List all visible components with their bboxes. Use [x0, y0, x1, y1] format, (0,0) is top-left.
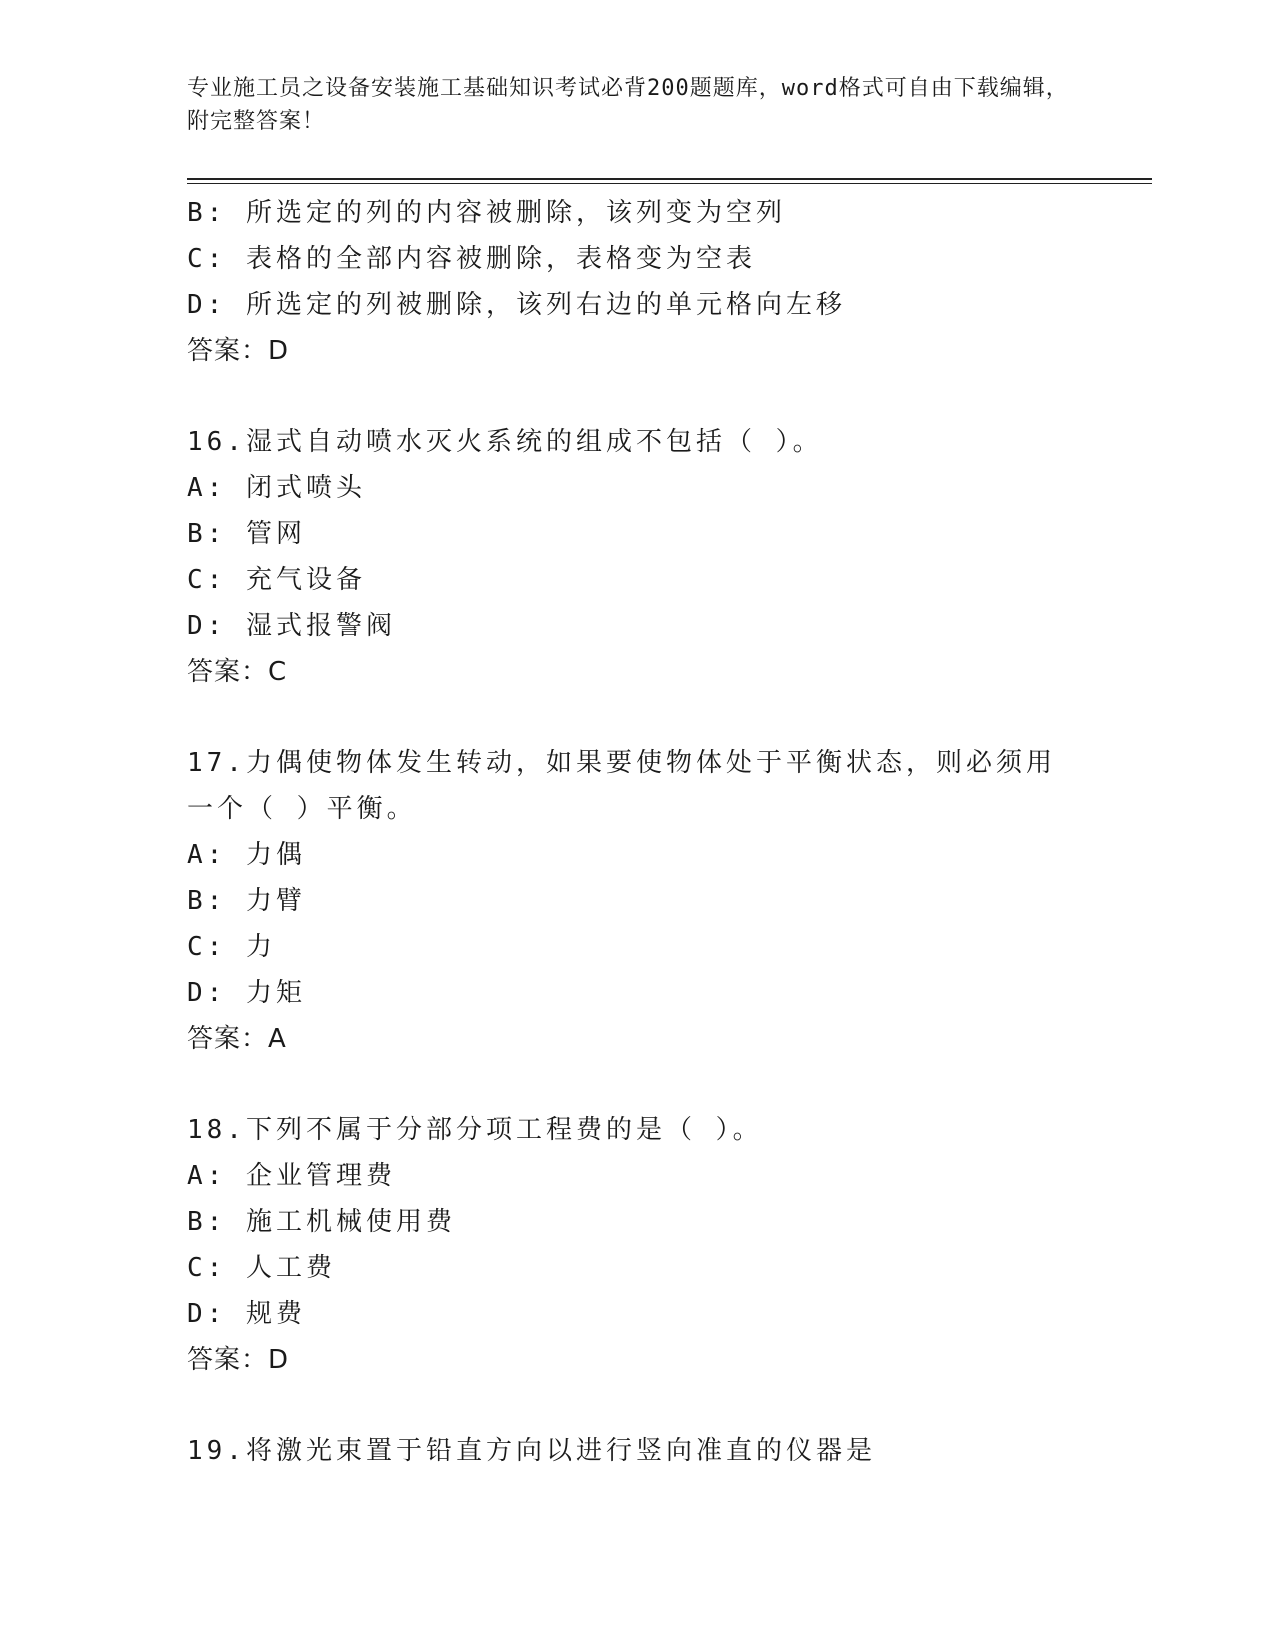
- option-text: 规费: [245, 1299, 306, 1329]
- option-d: [187, 603, 1087, 649]
- option-c: [187, 236, 1087, 282]
- option-key: A:: [187, 473, 227, 503]
- answer-line: 答案：C: [187, 657, 288, 687]
- question-content: [187, 190, 1087, 1474]
- header-divider-thin: [187, 183, 1152, 184]
- option-text: 充气设备: [245, 565, 366, 595]
- option-text: 人工费: [245, 1253, 336, 1283]
- option-key: A:: [187, 1161, 227, 1191]
- option-d: [187, 282, 1087, 328]
- answer-line: 答案：D: [187, 1345, 290, 1375]
- answer-line: 答案：D: [187, 336, 290, 366]
- option-key: B:: [187, 198, 227, 228]
- option-key: B:: [187, 519, 227, 549]
- option-key: C:: [187, 1253, 227, 1283]
- option-text: 力偶: [245, 840, 306, 870]
- question-17: [187, 740, 1087, 1062]
- option-key: D:: [187, 290, 227, 320]
- option-text: 湿式报警阀: [245, 611, 396, 641]
- option-key: D:: [187, 978, 227, 1008]
- question-19: [187, 1428, 1087, 1474]
- question-18: [187, 1107, 1087, 1383]
- header-divider-thick: [187, 178, 1152, 180]
- option-text: 表格的全部内容被删除，表格变为空表: [245, 244, 756, 274]
- option-key: B:: [187, 886, 227, 916]
- option-key: C:: [187, 244, 227, 274]
- option-text: 力: [245, 932, 276, 962]
- option-b: [187, 511, 1087, 557]
- option-b: [187, 190, 1087, 236]
- option-c: [187, 924, 1087, 970]
- option-text: 所选定的列被删除，该列右边的单元格向左移: [245, 290, 846, 320]
- option-key: D:: [187, 1299, 227, 1329]
- option-text: 力臂: [245, 886, 306, 916]
- option-text: 企业管理费: [245, 1161, 396, 1191]
- option-b: [187, 878, 1087, 924]
- option-key: C:: [187, 565, 227, 595]
- option-key: A:: [187, 840, 227, 870]
- option-key: B:: [187, 1207, 227, 1237]
- option-text: 所选定的列的内容被删除，该列变为空列: [245, 198, 786, 228]
- question-16: [187, 419, 1087, 695]
- document-header: [187, 72, 1087, 138]
- question-stem: 17.力偶使物体发生转动，如果要使物体处于平衡状态，则必须用一个（ ）平衡。: [187, 748, 1056, 824]
- option-key: C:: [187, 932, 227, 962]
- option-c: [187, 557, 1087, 603]
- option-a: [187, 832, 1087, 878]
- option-a: [187, 465, 1087, 511]
- continued-question: [187, 190, 1087, 374]
- option-d: [187, 1291, 1087, 1337]
- question-stem: 19.将激光束置于铅直方向以进行竖向准直的仪器是: [187, 1436, 876, 1466]
- option-text: 力矩: [245, 978, 306, 1008]
- option-text: 闭式喷头: [245, 473, 366, 503]
- option-a: [187, 1153, 1087, 1199]
- option-key: D:: [187, 611, 227, 641]
- question-stem: 16.湿式自动喷水灭火系统的组成不包括（ ）。: [187, 427, 823, 457]
- option-text: 施工机械使用费: [245, 1207, 456, 1237]
- option-d: [187, 970, 1087, 1016]
- answer-line: 答案：A: [187, 1024, 287, 1054]
- option-c: [187, 1245, 1087, 1291]
- question-stem: 18.下列不属于分部分项工程费的是（ ）。: [187, 1115, 763, 1145]
- document-title: 专业施工员之设备安装施工基础知识考试必背200题题库，word格式可自由下载编辑，附完整答案！: [187, 76, 1069, 134]
- option-b: [187, 1199, 1087, 1245]
- option-text: 管网: [245, 519, 306, 549]
